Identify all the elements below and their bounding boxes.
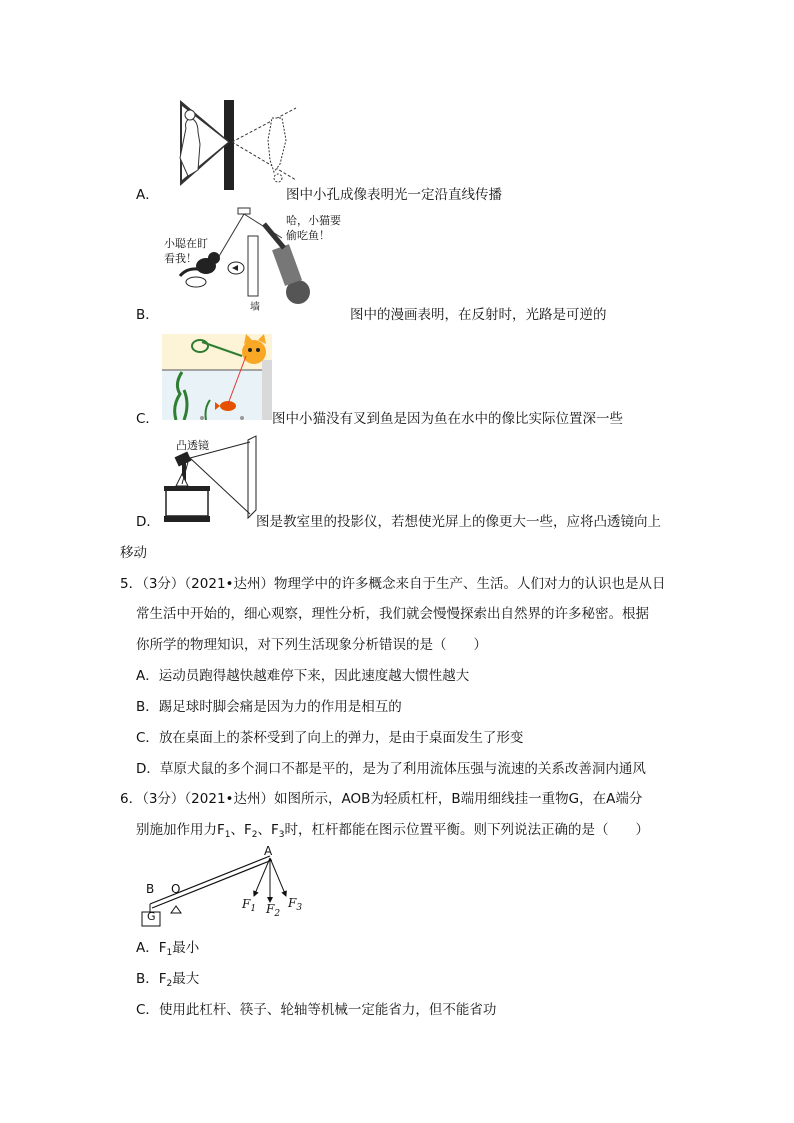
q6-stem-line-1: 6．（3分）（2021•达州）如图所示，AOB为轻质杠杆，B端用细线挂一重物G，在A端分 [120, 791, 643, 807]
q4-option-d-text-cont: 移动 [120, 545, 147, 561]
q6-option-c [136, 998, 496, 1018]
q6-option-b: B．$F_2$最大 [136, 971, 200, 989]
lever-figure [136, 842, 316, 932]
q4-option-b [136, 303, 159, 323]
force-f3-arrow [270, 858, 286, 896]
label-a: A [264, 844, 273, 858]
option-text: 踢足球时脚会痛是因为力的作用是相互的 [158, 699, 402, 715]
lens-label: 凸透镜 [176, 439, 209, 452]
q5-stem-line-2: 常生活中开始的，细心观察，理性分析，我们就会慢慢探索出自然界的许多秘密。根据 [136, 606, 649, 622]
option-letter: A． [136, 940, 159, 956]
boy-speech-1: 哈，小猫要 [286, 214, 341, 227]
cat-fishing-figure [162, 334, 272, 420]
option-letter: A． [136, 668, 159, 684]
label-g: G [147, 910, 156, 923]
option-letter: C． [136, 730, 159, 746]
q5-option-c [136, 726, 523, 746]
wall-label: 墙 [250, 302, 260, 313]
option-letter: B． [136, 971, 159, 987]
option-text: 草原犬鼠的多个洞口不都是平的，是为了利用流体压强与流速的关系改善洞内通风 [159, 761, 646, 777]
option-letter: C． [136, 411, 159, 427]
q4-option-d-text: 图是教室里的投影仪，若想使光屏上的像更大一些，应将凸透镜向上 [256, 514, 661, 530]
q4-option-d [136, 510, 160, 530]
option-text: 使用此杠杆、筷子、轮轴等机械一定能省力，但不能省功 [158, 1002, 497, 1018]
option-letter: D． [136, 761, 160, 777]
q5-option-b [136, 695, 402, 715]
q4-option-c [136, 407, 159, 427]
option-text: 运动员跑得越快越难停下来，因此速度越大惯性越大 [158, 668, 470, 684]
q5-option-d [136, 757, 646, 777]
q5-stem-line-3: 你所学的物理知识，对下列生活现象分析错误的是（ ） [136, 637, 487, 653]
option-letter: A． [136, 187, 159, 203]
q5-stem-line-1: 5．（3分）（2021•达州）物理学中的许多概念来自于生产、生活。人们对力的认识也是从日 [120, 576, 666, 592]
q4-option-a-text: 图中小孔成像表明光一定沿直线传播 [286, 187, 502, 203]
option-letter: D． [136, 514, 160, 530]
label-f2: $F_2$ [266, 902, 281, 919]
boy-speech-2: 偷吃鱼！ [286, 229, 330, 242]
label-b: B [146, 882, 155, 896]
q4-option-a [136, 183, 159, 203]
girl-speech-1: 小聪在盯 [164, 237, 208, 250]
girl-speech-2: 看我！ [164, 252, 197, 265]
q4-option-b-text: 图中的漫画表明，在反射时，光路是可逆的 [350, 307, 607, 323]
option-letter: B． [136, 307, 159, 323]
option-letter: C． [136, 1002, 159, 1018]
label-o: O [171, 882, 181, 896]
q6-stem-line-2: 别施加作用力$F_1$、$F_2$、$F_3$时，杠杆都能在图示位置平衡。则下列说法正确的是（ ） [136, 822, 649, 840]
fulcrum [171, 906, 181, 913]
pinhole-figure [160, 98, 300, 190]
label-f1: $F_1$ [242, 897, 257, 914]
q5-option-a [136, 664, 469, 684]
option-letter: B． [136, 699, 159, 715]
q6-option-a: A．$F_1$最小 [136, 940, 200, 958]
label-f3: $F_3$ [288, 896, 303, 913]
option-text: 放在桌面上的茶杯受到了向上的弹力，是由于桌面发生了形变 [158, 730, 524, 746]
q4-option-c-text: 图中小猫没有叉到鱼是因为鱼在水中的像比实际位置深一些 [272, 411, 623, 427]
